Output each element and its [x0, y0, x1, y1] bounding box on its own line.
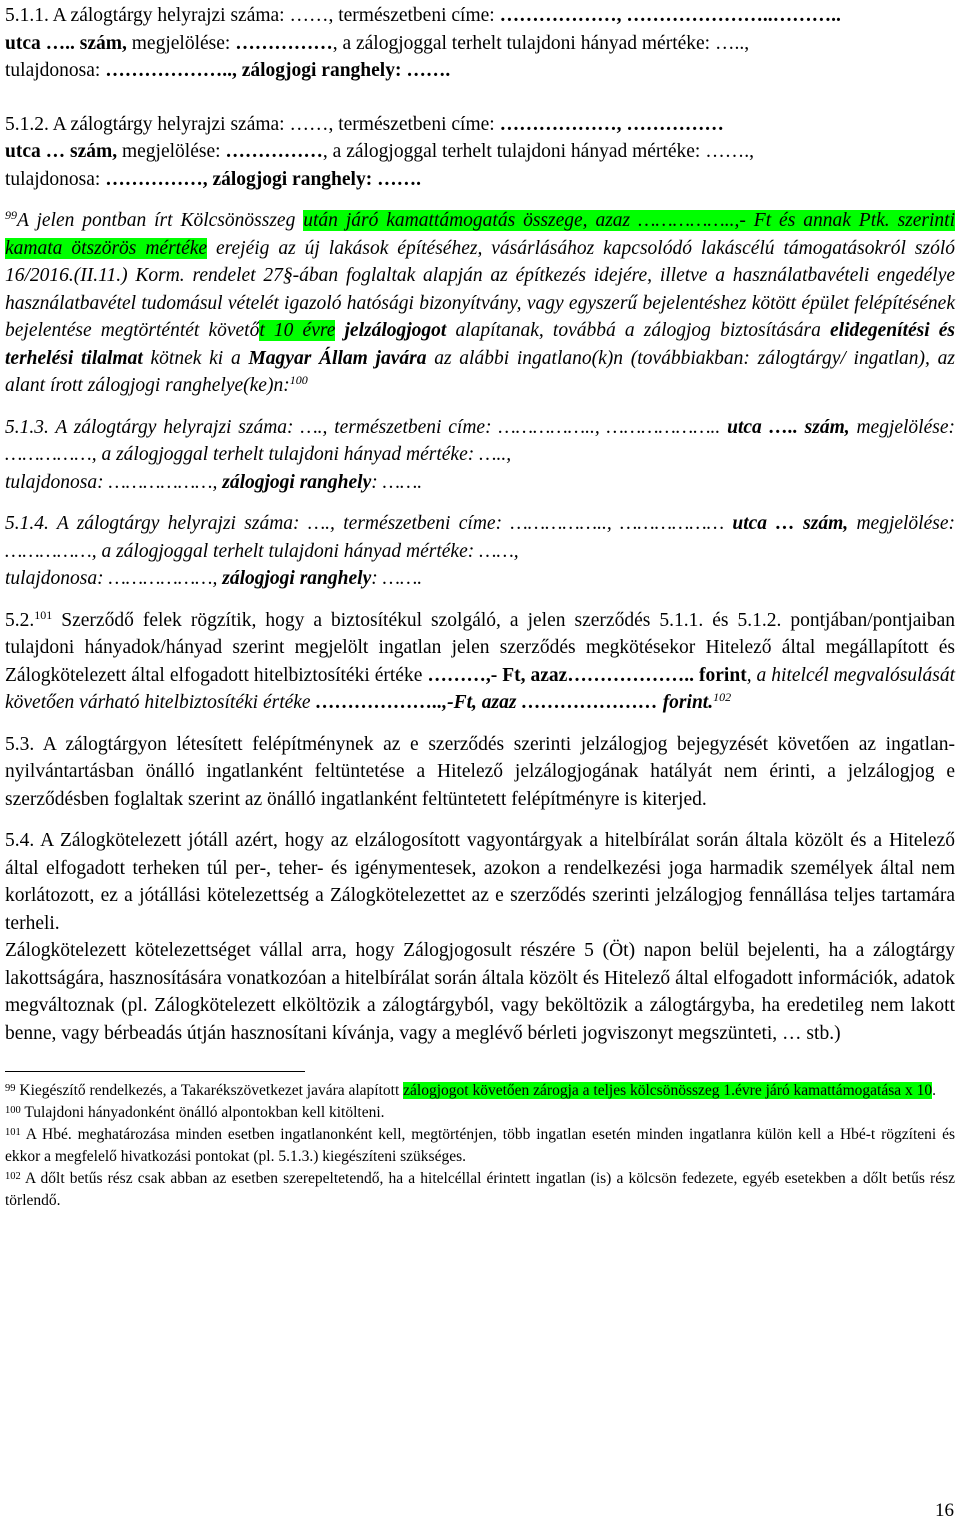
clause-text: Szerződő felek rögzítik, hogy a biztosítékul szolgáló, a jelen szerződés 5.1.1. és 5.1.2. pontjában/pontjaiban tulajdoni hányadok/hányad szerint megjelölt ingatlan jelen szerződés megkötésekor Hitelező által megállapított és Zálogkötelezett által elfogadott hitelbiztosítéki értéke: [5, 609, 955, 686]
footnote-text: Tulajdoni hányadonként önálló alpontokban kell kitölteni.: [20, 1104, 385, 1121]
clause-text: megjelölése: ……………, a zálogjoggal terhelt tulajdoni hányad mértéke: ……,: [5, 513, 955, 562]
footnote-text: A Hbé. meghatározása minden esetben ingatlanonként kell, megtörténjen, több ingatlan esetén minden ingatlanra külön kell a Hbé-t rögzíteni és ekkor a megfelelő hivatkozási pontokat (pl. 5.1.3.) kiegészíteni szükséges.: [5, 1126, 955, 1165]
placeholder: ……………: [105, 168, 203, 190]
clause-5-1-3: [5, 414, 955, 497]
clause-text: A jelen pontban írt Kölcsönösszeg: [17, 210, 304, 231]
clause-text: , a zálogjoggal terhelt tulajdoni hányad mértéke: …..,: [332, 32, 750, 54]
placeholder-address: ………..: [772, 5, 841, 26]
clause-5-1-2: [5, 111, 955, 194]
bold-term: zálogjogi ranghely: [222, 568, 372, 589]
footnote-ref: 99: [5, 208, 17, 222]
footnote-101: [5, 1124, 955, 1168]
clause-5-1-4: [5, 510, 955, 593]
footnote-ref: 100: [289, 373, 308, 387]
clause-text: megjelölése: ……………, a zálogjoggal terhelt tulajdoni hányad mértéke: …..,: [5, 416, 955, 465]
footnote-102: [5, 1168, 955, 1212]
clause-text: utca … szám,: [5, 141, 118, 162]
clause-text: az alábbi ingatlano(k)n (továbbiakban: zálogtárgy/ ingatlan), az alant írott zálogjogi ranghelye(ke)n:: [5, 347, 955, 396]
clause-text: 5.1.3. A zálogtárgy helyrajzi száma: …., természetbeni címe: …………….., ………………..: [5, 416, 728, 438]
footnote-text: A dőlt betűs rész csak abban az esetben szerepeltetendő, ha a hitelcéllal érintett ingatlan (is) a kölcsön fedezete, egyéb esetekben a dőlt betűs rész törlendő.: [5, 1170, 955, 1209]
clause-text: kötnek ki a: [142, 347, 249, 369]
bold-term: ………………..,-Ft, azaz ………………… forint.: [315, 692, 714, 713]
footnote-ref: 102: [713, 690, 732, 704]
footnote-number: 101: [5, 1127, 21, 1138]
clause-text: megjelölése:: [126, 32, 236, 54]
placeholder-address: ………………, …………………..: [499, 5, 773, 26]
clause-text: tulajdonosa: ………………,: [5, 471, 223, 493]
clause-text: 5.1.2. A zálogtárgy helyrajzi száma: ……, természetbeni címe:: [5, 113, 500, 135]
clause-5-3: 5.3. A zálogtárgyon létesített felépítménynek az e szerződés szerinti jelzálogjog bejegyzését követően az ingatlan-nyilvántartásban önálló ingatlanként feltüntetése a Hitelező jelzálogjogának hatályát nem érinti, a jelzálogjog e szerződésben foglaltak szerint az önálló ingatlanként feltüntetett felépítményre is kiterjed.: [5, 733, 955, 810]
placeholder-address: ………………, ……………: [499, 113, 724, 135]
clause-number: 5.2.: [5, 609, 35, 631]
clause-text: megjelölése:: [117, 141, 226, 162]
footnote-number: 100: [5, 1105, 21, 1116]
footnote-number: 102: [5, 1171, 21, 1182]
bold-term: utca …..: [727, 416, 798, 438]
bold-term: Magyar Állam javára: [248, 347, 427, 369]
footnote-text: .: [932, 1082, 937, 1099]
placeholder: …….: [406, 60, 451, 81]
clause-text: tulajdonosa:: [5, 60, 106, 81]
highlighted-text: után járó kamattámogatás összege, azaz ……………..,- Ft és annak Ptk. szerinti kamata ötszörös mértéke: [5, 210, 955, 259]
highlighted-text: zálogjogot követően zárogja a teljes kölcsönösszeg 1.évre járó kamattámogatása x 10: [403, 1082, 933, 1099]
clause-text: alapítanak, továbbá a zálogjog biztosítására: [446, 320, 830, 341]
clause-text: : …….: [371, 471, 423, 493]
clause-text: tulajdonosa: ………………,: [5, 568, 223, 589]
bold-term: jelzálogjogot: [344, 320, 447, 341]
footnote-ref: 101: [34, 607, 53, 622]
highlighted-text: t 10 évre: [259, 320, 336, 341]
optional-clause-99: [5, 207, 955, 400]
clause-5-4: 5.4. A Zálogkötelezett jótáll azért, hogy az elzálogosított vagyontárgyak a hitelbírálat során általa közölt és a Hitelező által elfogadott terheken túl per-, teher- és igénymentesek, azokon a rendelkezési joga harmadik személyek által nem korlátozott, ez a jótállási kötelezettség a Zálogkötelezettet az e szerződés szerinti jelzálogjog fennállása teljes tartamára terheli.: [5, 830, 955, 934]
bold-term: elidegenítési és terhelési tilalmat: [5, 320, 956, 369]
bold-term: utca … szám,: [732, 513, 849, 534]
clause-5-4-continued: Zálogkötelezett kötelezettséget vállal arra, hogy Zálogjogosult részére 5 (Öt) napon belül bejelenti, ha a zálogtárgy lakottságára, hasznosítására vonatkozóan a hitelbírálat során általa közölt és Hitelező által elfogadott információk, adatok megváltoznak (pl. Zálogkötelezett elköltözik a zálogtárgyból, vagy beköltözik a zálogtárgyba, ha eredetileg nem lakott benne, vagy bérbeadás útján hasznosítani kívánja, vagy a meglévő bérleti jogviszonyt megszünteti, … stb.): [5, 940, 955, 1044]
footnote-text: Kiegészítő rendelkezés, a Takarékszövetkezet javára alapított: [15, 1082, 404, 1099]
clause-text: utca …..: [5, 32, 75, 54]
footnote-100: [5, 1102, 955, 1124]
clause-text: 5.1.4. A zálogtárgy helyrajzi száma: …., természetbeni címe: …………….., ………………: [5, 513, 733, 534]
document-page: [5, 2, 955, 1212]
clause-5-2: [5, 607, 955, 717]
italic-text: , a hitelcél megvalósulását követően várható hitelbiztosítéki értéke: [5, 664, 955, 713]
footnote-99: [5, 1080, 955, 1102]
clause-text: , zálogjogi ranghely: …….: [202, 168, 421, 190]
clause-text: zálogjogi ranghely:: [236, 60, 407, 81]
bold-term: szám,: [797, 416, 850, 438]
clause-text: szám,: [74, 32, 127, 54]
clause-text: 5.1.1. A zálogtárgy helyrajzi száma: ……, természetbeni címe:: [5, 5, 500, 26]
clause-text: tulajdonosa:: [5, 168, 106, 190]
clause-text: [335, 320, 344, 341]
clause-text: , a zálogjoggal terhelt tulajdoni hányad mértéke: …….,: [322, 141, 754, 162]
bold-term: zálogjogi ranghely: [222, 471, 372, 493]
page-number: 16: [935, 1500, 954, 1521]
clause-text: erejéig az új lakások építéséhez, vásárlásához kapcsolódó lakáscélú támogatásokról szóló 16/2016.(II.11.) Korm. rendelet 27§-ában foglaltak alapján az építkezés idejére, illetve a használatbavételi engedélye használatbavétel tudomásul vételét igazoló hatósági bizonyítvány, vagy egyszerű bejelentéshez kötött épület felépítésének bejelentése megtörténtét követő: [5, 237, 955, 341]
footnotes: [5, 1080, 955, 1212]
footnote-separator: [5, 1071, 305, 1072]
bold-term: ………,- Ft, azaz……………….. forint: [427, 664, 747, 686]
placeholder: ……………: [235, 32, 333, 54]
footnote-number: 99: [5, 1083, 16, 1094]
placeholder: ………………..,: [105, 60, 237, 81]
clause-5-1-1: [5, 2, 955, 85]
placeholder: ……………: [225, 141, 323, 162]
clause-text: : …….: [371, 568, 423, 589]
